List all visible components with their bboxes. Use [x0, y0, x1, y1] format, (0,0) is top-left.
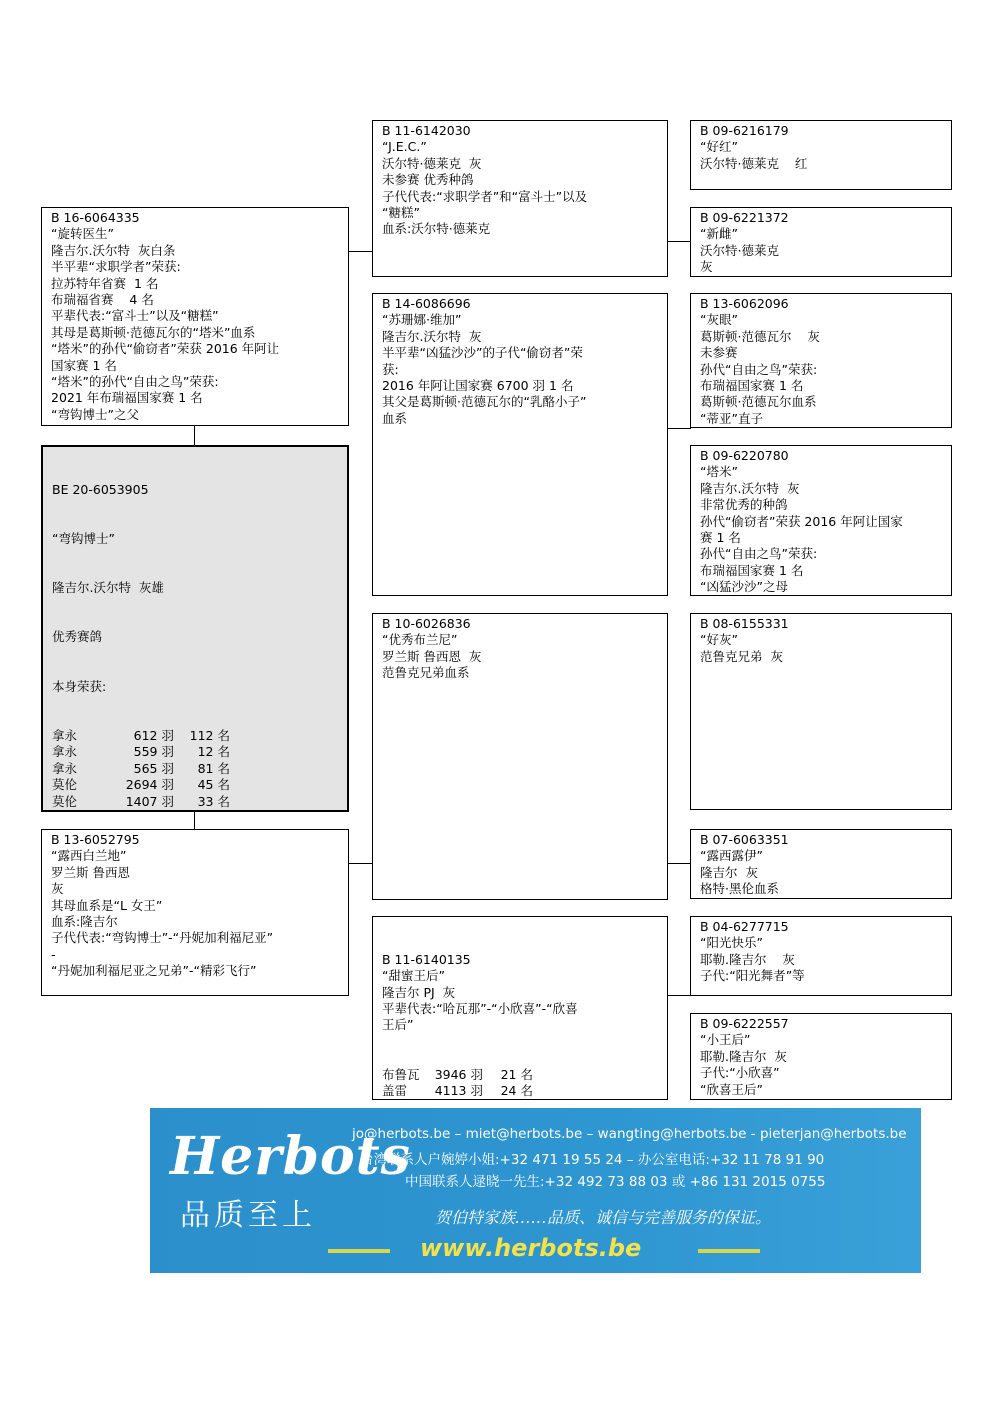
result-birds: 559 羽	[133, 744, 174, 760]
pedigree-line: 2016 年阿让国家赛 6700 羽 1 名	[382, 378, 574, 394]
pedigree-line: B 09-6221372	[700, 210, 789, 225]
pedigree-line: 布瑞福国家赛 1 名	[700, 378, 804, 394]
result-place	[483, 1099, 533, 1100]
subject-ring: BE 20-6053905	[52, 481, 149, 497]
result-row	[382, 1099, 533, 1100]
result-birds: 565 羽	[133, 760, 174, 776]
banner-china-contact: 中国联系人逯晓一先生:+32 492 73 88 03 或 +86 131 2015 0755	[405, 1174, 826, 1190]
dam-dam-results-table	[382, 1067, 533, 1100]
subject-breeder: 隆吉尔.沃尔特 灰雄	[52, 580, 164, 596]
banner-taiwan-contact: 台湾联系人户婉婷小姐:+32 471 19 55 24 – 办公室电话:+32 11 78 91 90	[360, 1152, 825, 1168]
result-race: 拿永	[52, 727, 78, 743]
result-race: 拿永	[52, 760, 78, 776]
pedigree-line: “弯钩博士”之父	[51, 406, 139, 422]
result-row	[382, 1067, 533, 1083]
subject-results-heading: 本身荣获:	[52, 678, 107, 694]
pedigree-line: 国家赛 1 名	[51, 357, 117, 373]
connector	[348, 863, 373, 864]
pedigree-line: 未参赛	[700, 345, 738, 361]
pedigree-line: 子代代表:“求职学者”和“富斗士”以及	[382, 188, 588, 204]
result-birds: 1407 羽	[125, 793, 174, 809]
pedigree-line: B 11-6140135	[382, 951, 471, 967]
result-birds	[427, 1099, 483, 1100]
pedigree-line: 耶勒.隆吉尔 灰	[700, 951, 795, 967]
pedigree-line: “蒂亚”直子	[700, 410, 763, 426]
pedigree-line: B 11-6142030	[382, 123, 471, 138]
pedigree-line: 布瑞福省赛 4 名	[51, 292, 154, 308]
subject-results-table	[52, 728, 230, 812]
result-row	[52, 794, 230, 810]
pedigree-line: 子代代表:“弯钩博士”-“丹妮加利福尼亚”	[51, 930, 274, 946]
pedigree-line: “欣喜王后”	[700, 1081, 763, 1097]
sdd-box	[690, 445, 952, 596]
pedigree-line: 葛斯顿·范德瓦尔血系	[700, 394, 817, 410]
pedigree-line: 获:	[382, 361, 399, 377]
connector	[348, 251, 373, 252]
pedigree-line: B 09-6216179	[700, 123, 789, 138]
pedigree-line: “甜蜜王后”	[382, 968, 445, 984]
connector	[667, 995, 691, 996]
pedigree-line: 平辈代表:“富斗士”以及“糖糕”	[51, 308, 219, 324]
dss-box	[690, 613, 952, 810]
pedigree-line: 范鲁克兄弟血系	[382, 665, 470, 681]
pedigree-line: 其父是葛斯顿·范德瓦尔的“乳酪小子”	[382, 394, 587, 410]
result-race	[382, 1099, 427, 1100]
connector	[667, 241, 691, 242]
pedigree-line: 孙代“自由之鸟”荣获:	[700, 546, 818, 562]
result-birds	[122, 810, 174, 812]
pedigree-line: “旋转医生”	[51, 226, 114, 242]
pedigree-line: B 10-6026836	[382, 616, 471, 631]
pedigree-line: 隆吉尔.沃尔特 灰	[700, 480, 800, 496]
result-row	[52, 744, 230, 760]
pedigree-line: 王后”	[382, 1017, 414, 1033]
pedigree-line: 血系:沃尔特·德莱克	[382, 221, 491, 237]
pedigree-line: 隆吉尔.沃尔特 灰	[382, 328, 482, 344]
pedigree-line: 其母是葛斯顿·范德瓦尔的“塔米”血系	[51, 324, 256, 340]
pedigree-line: “丹妮加利福尼亚之兄弟”-“精彩飞行”	[51, 963, 257, 979]
sire-dam-box	[372, 293, 668, 596]
pedigree-line: “优秀布兰尼”	[382, 632, 458, 648]
result-birds: 3946 羽	[434, 1066, 483, 1082]
pedigree-line: “塔米”的孙代“自由之鸟”荣获:	[51, 374, 219, 390]
pedigree-line: 隆吉尔 PJ 灰	[382, 984, 456, 1000]
pedigree-line: B 07-6063351	[700, 832, 789, 847]
pedigree-line: 非常优秀的种鸽	[700, 497, 788, 513]
result-place: 81 名	[197, 760, 230, 776]
pedigree-line: 耶勒.隆吉尔 灰	[700, 1048, 787, 1064]
pedigree-line: “好红”	[700, 139, 738, 155]
subject-name: “弯钩博士”	[52, 531, 115, 547]
pedigree-line: 葛斯顿·范德瓦尔 灰	[700, 328, 820, 344]
pedigree-line: “苏珊娜·维加”	[382, 312, 462, 328]
pedigree-line: 赛 1 名	[700, 530, 741, 546]
banner-guarantee: 贺伯特家族……品质、诚信与完善服务的保证。	[435, 1208, 772, 1227]
ssd-box	[690, 207, 952, 277]
pedigree-line: 范鲁克兄弟 灰	[700, 648, 783, 664]
pedigree-line: “新雌”	[700, 226, 738, 242]
banner-emails[interactable]: jo@herbots.be – miet@herbots.be – wangting@herbots.be - pieterjan@herbots.be	[352, 1126, 907, 1142]
pedigree-line: 隆吉尔.沃尔特 灰白条	[51, 242, 176, 258]
banner-left-bar	[328, 1249, 390, 1253]
pedigree-line: B 09-6220780	[700, 448, 789, 463]
pedigree-line: 子代:“阳光舞者”等	[700, 968, 805, 984]
pedigree-line: “小王后”	[700, 1032, 751, 1048]
result-race: 莫伦	[52, 777, 78, 793]
pedigree-line: “塔米”的孙代“偷窃者”荣获 2016 年阿让	[51, 341, 280, 357]
pedigree-line: 沃尔特·德莱克	[700, 242, 779, 258]
result-race: 盖雷	[382, 1083, 408, 1099]
result-race	[52, 810, 122, 812]
pedigree-line: 平辈代表:“哈瓦那”-“小欣喜”-“欣喜	[382, 1001, 578, 1017]
result-birds: 4113 羽	[434, 1083, 483, 1099]
herbots-banner	[150, 1108, 921, 1273]
subject-box	[41, 445, 349, 812]
pedigree-line: “阳光快乐”	[700, 935, 763, 951]
pedigree-line: B 13-6052795	[51, 832, 140, 847]
pedigree-line: 布瑞福国家赛 1 名	[700, 562, 804, 578]
result-row	[52, 810, 230, 812]
sds-box	[690, 293, 952, 428]
result-row	[52, 761, 230, 777]
pedigree-line: 未参赛 优秀种鸽	[382, 172, 474, 188]
result-race: 布鲁瓦	[382, 1066, 420, 1082]
pedigree-line: 格特·黑伦血系	[700, 881, 779, 897]
result-row	[382, 1083, 533, 1099]
pedigree-line: “凶猛沙沙”之母	[700, 579, 788, 595]
pedigree-line: 罗兰斯 鲁西恩	[51, 864, 130, 880]
dam-dam-lines	[382, 952, 658, 1034]
result-birds: 2694 羽	[125, 777, 174, 793]
pedigree-line: 罗兰斯 鲁西恩 灰	[382, 648, 482, 664]
result-race: 拿永	[52, 744, 78, 760]
connector	[667, 428, 691, 429]
pedigree-line: 半平辈“凶猛沙沙”的子代“偷窃者”荣	[382, 345, 583, 361]
result-row	[52, 777, 230, 793]
pedigree-line: B 09-6222557	[700, 1016, 789, 1031]
pedigree-line: 半平辈“求职学者”荣获:	[51, 259, 181, 275]
pedigree-line: B 16-6064335	[51, 210, 140, 225]
pedigree-line: 灰	[700, 259, 713, 275]
pedigree-line: B 14-6086696	[382, 296, 471, 311]
pedigree-line: 沃尔特·德莱克 红	[700, 155, 808, 171]
pedigree-line: -	[51, 946, 56, 962]
dam-sire-box	[372, 613, 668, 900]
herbots-logo: Herbots	[170, 1126, 411, 1187]
sire-sire-box	[372, 120, 668, 277]
ddd-box	[690, 1013, 952, 1100]
pedigree-line: “塔米”	[700, 464, 738, 480]
pedigree-line: 血系	[382, 410, 408, 426]
banner-slogan: 品质至上	[180, 1198, 316, 1233]
pedigree-line: 隆吉尔 灰	[700, 864, 758, 880]
result-row	[52, 728, 230, 744]
pedigree-line: 其母血系是“L 女王”	[51, 897, 163, 913]
dam-dam-box	[372, 916, 668, 1100]
result-place: 112 名	[189, 727, 230, 743]
pedigree-line: “好灰”	[700, 632, 738, 648]
pedigree-line: B 13-6062096	[700, 296, 789, 311]
banner-website[interactable]: www.herbots.be	[420, 1234, 642, 1262]
connector	[194, 426, 195, 446]
pedigree-line: “J.E.C.”	[382, 139, 427, 155]
result-place: 21 名	[500, 1066, 533, 1082]
sire-box	[41, 207, 349, 426]
subject-grade: 优秀赛鸽	[52, 629, 103, 645]
pedigree-line: 拉苏特年省赛 1 名	[51, 275, 159, 291]
result-place	[174, 810, 230, 812]
result-place: 12 名	[197, 744, 230, 760]
pedigree-line: 灰	[51, 881, 64, 897]
dam-box	[41, 829, 349, 996]
pedigree-line: “灰眼”	[700, 312, 738, 328]
result-place: 24 名	[500, 1083, 533, 1099]
pedigree-line: 2021 年布瑞福国家赛 1 名	[51, 390, 203, 406]
pedigree-line: “露西露伊”	[700, 848, 763, 864]
banner-right-bar	[698, 1249, 760, 1253]
pedigree-line: “露西白兰地”	[51, 848, 127, 864]
result-birds: 612 羽	[133, 727, 174, 743]
pedigree-line: 孙代“自由之鸟”荣获:	[700, 361, 818, 377]
pedigree-line: 沃尔特·德莱克 灰	[382, 155, 482, 171]
connector	[194, 812, 195, 830]
dsd-box	[690, 829, 952, 899]
result-place: 33 名	[197, 793, 230, 809]
dds-box	[690, 916, 952, 996]
result-place: 45 名	[197, 777, 230, 793]
result-race: 莫伦	[52, 793, 78, 809]
connector	[667, 863, 691, 864]
pedigree-line: 血系:隆吉尔	[51, 914, 118, 930]
sss-box	[690, 120, 952, 190]
pedigree-line: “糖糕”	[382, 205, 420, 221]
pedigree-line: 孙代“偷窃者”荣获 2016 年阿让国家	[700, 513, 903, 529]
pedigree-line: B 08-6155331	[700, 616, 789, 631]
pedigree-line: 子代:“小欣喜”	[700, 1065, 780, 1081]
pedigree-line: B 04-6277715	[700, 919, 789, 934]
